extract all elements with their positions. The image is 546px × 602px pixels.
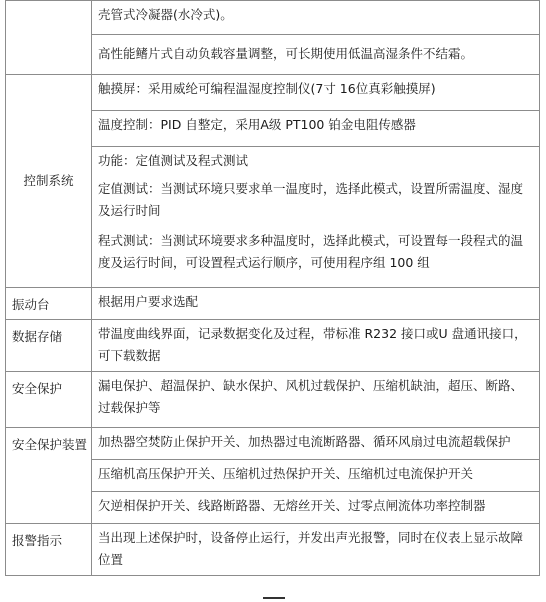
- cooling-label: [6, 1, 92, 75]
- control-item: 功能：定值测试及程式测试: [92, 147, 540, 176]
- table-row: [6, 75, 540, 111]
- page-footer-mark: [263, 597, 285, 599]
- table-row: [6, 287, 540, 319]
- table-row: [6, 1, 540, 35]
- safety-devices-item: 加热器空焚防止保护开关、加热器过电流断路器、循环风扇过电流超载保护: [92, 427, 540, 459]
- table-row: [6, 371, 540, 427]
- table-row: [6, 427, 540, 459]
- control-item: 触摸屏：采用威纶可编程温湿度控制仪(7寸 16位真彩触摸屏): [92, 75, 540, 111]
- spec-table: [5, 0, 540, 576]
- safety-devices-label: 安全保护装置: [6, 427, 92, 523]
- table-row: [6, 523, 540, 575]
- alarm-label: 报警指示: [6, 523, 92, 575]
- storage-value: 带温度曲线界面，记录数据变化及过程，带标准 R232 接口或U 盘通讯接口，可下载数据: [92, 319, 540, 371]
- control-item: 程式测试：当测试环境要求多种温度时，选择此模式，可设置每一段程式的温度及运行时间，可设置程式运行顺序，可使用程序组 100 组: [92, 227, 540, 287]
- control-item: 温度控制：PID 自整定，采用A级 PT100 铂金电阻传感器: [92, 111, 540, 147]
- table-row: [6, 319, 540, 371]
- cooling-item: 壳管式冷凝器(水冷式)。: [92, 1, 540, 35]
- control-label: 控制系统: [6, 75, 92, 288]
- storage-label: 数据存储: [6, 319, 92, 371]
- safety-devices-item: 欠逆相保护开关、线路断路器、无熔丝开关、过零点闸流体功率控制器: [92, 491, 540, 523]
- alarm-value: 当出现上述保护时，设备停止运行，并发出声光报警，同时在仪表上显示故障位置: [92, 523, 540, 575]
- control-item: 定值测试：当测试环境只要求单一温度时，选择此模式，设置所需温度、湿度及运行时间: [92, 175, 540, 227]
- safety-label: 安全保护: [6, 371, 92, 427]
- vibration-value: 根据用户要求选配: [92, 287, 540, 319]
- safety-value: 漏电保护、超温保护、缺水保护、风机过载保护、压缩机缺油，超压、断路、过载保护等: [92, 371, 540, 427]
- safety-devices-item: 压缩机高压保护开关、压缩机过热保护开关、压缩机过电流保护开关: [92, 459, 540, 491]
- vibration-label: 振动台: [6, 287, 92, 319]
- cooling-item: 高性能鳍片式自动负载容量调整，可长期使用低温高湿条件不结霜。: [92, 35, 540, 75]
